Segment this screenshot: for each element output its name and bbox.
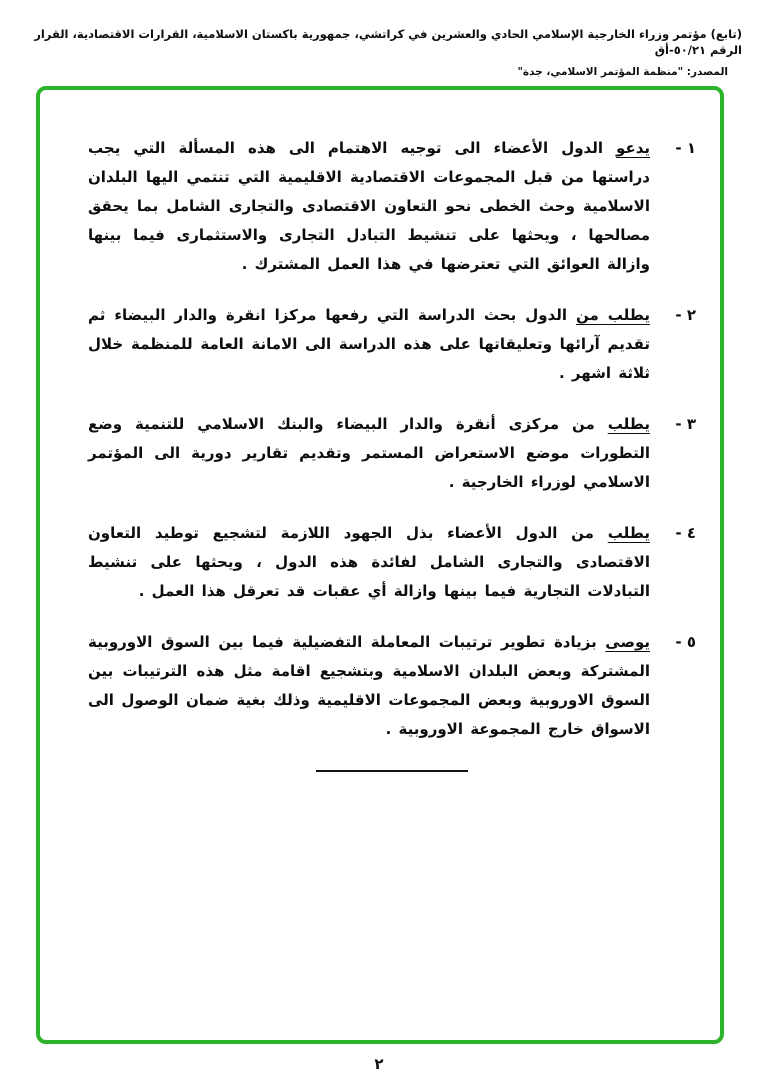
list-item (88, 301, 696, 388)
item-paragraph: الدول الأعضاء الى توجيه الاهتمام الى هذه المسألة التي يجب دراستها من قبل المجموعات الاقتصادية الاقليمية التي تنتمي اليها البلدان الاسلامية وحث الخطى نحو التعاون الاقتصادى والتجارى الشامل بما يحقق مصالحها ، ويحثها على تنشيط التبادل التجارى والاستثمارى فيما بينها وازالة العوائق التي تعترضها في هذا العمل المشترك . (88, 139, 650, 273)
item-text (88, 519, 650, 606)
item-paragraph: من الدول الأعضاء بذل الجهود اللازمة لتشجيع توطيد التعاون الاقتصادى والتجارى الشامل لفائدة هذه الدول ، ويحثها على تنشيط التبادلات التجارية فيما بينها وازالة أي عقبات قد تعرقل هذا العمل . (88, 524, 650, 600)
item-lead-word: يطلب من (575, 306, 650, 324)
item-lead-word: يوصى (605, 633, 650, 651)
end-divider-line (316, 770, 468, 772)
page-number: ٢ (374, 1055, 384, 1073)
resolution-body (40, 90, 720, 1040)
item-number: ٥ - (675, 633, 696, 651)
list-item (88, 519, 696, 606)
page-header (16, 26, 742, 79)
item-text (88, 628, 650, 744)
list-item (88, 134, 696, 279)
item-paragraph: من مركزى أنقرة والدار البيضاء والبنك الاسلامي للتنمية وضع التطورات موضع الاستعراض المستمر وتقديم تقارير دورية الى المؤتمر الاسلامي لوزراء الخارجية . (88, 415, 650, 491)
item-paragraph: بزيادة تطوير ترتيبات المعاملة التفضيلية فيما بين السوق الاوروبية المشتركة وبعض البلدان الاسلامية وبتشجيع اقامة مثل هذه الترتيبات بين السوق الاوروبية وبعض المجموعات الاقليمية وذلك بغية ضمان الوصول الى الاسواق خارج المجموعة الاوروبية . (88, 633, 650, 738)
item-number: ٤ - (675, 524, 696, 542)
item-text (88, 301, 650, 388)
list-item (88, 628, 696, 744)
item-text (88, 410, 650, 497)
item-number: ٢ - (675, 306, 696, 324)
header-source-line: المصدر: "منظمة المؤتمر الاسلامي، جدة" (517, 66, 728, 78)
item-lead-word: يطلب (607, 524, 650, 542)
item-number: ٣ - (675, 415, 696, 433)
list-item (88, 410, 696, 497)
item-lead-word: يطلب (607, 415, 650, 433)
item-number: ١ - (675, 139, 696, 157)
item-text (88, 134, 650, 279)
green-border-frame (36, 86, 724, 1044)
item-paragraph: الدول بحث الدراسة التي رفعها مركزا انقرة والدار البيضاء ثم تقديم آرائها وتعليقاتها على هذه الدراسة الى الامانة العامة للمنظمة خلال ثلاثة اشهر . (88, 306, 650, 382)
item-lead-word: يدعو (616, 139, 650, 157)
header-title-line: (تابع) مؤتمر وزراء الخارجية الإسلامي الحادي والعشرين في كراتشي، جمهورية باكستان الاسلامية، القرارات الاقتصادية، القرار الرقم ٥٠/٢١-أق (34, 27, 742, 57)
